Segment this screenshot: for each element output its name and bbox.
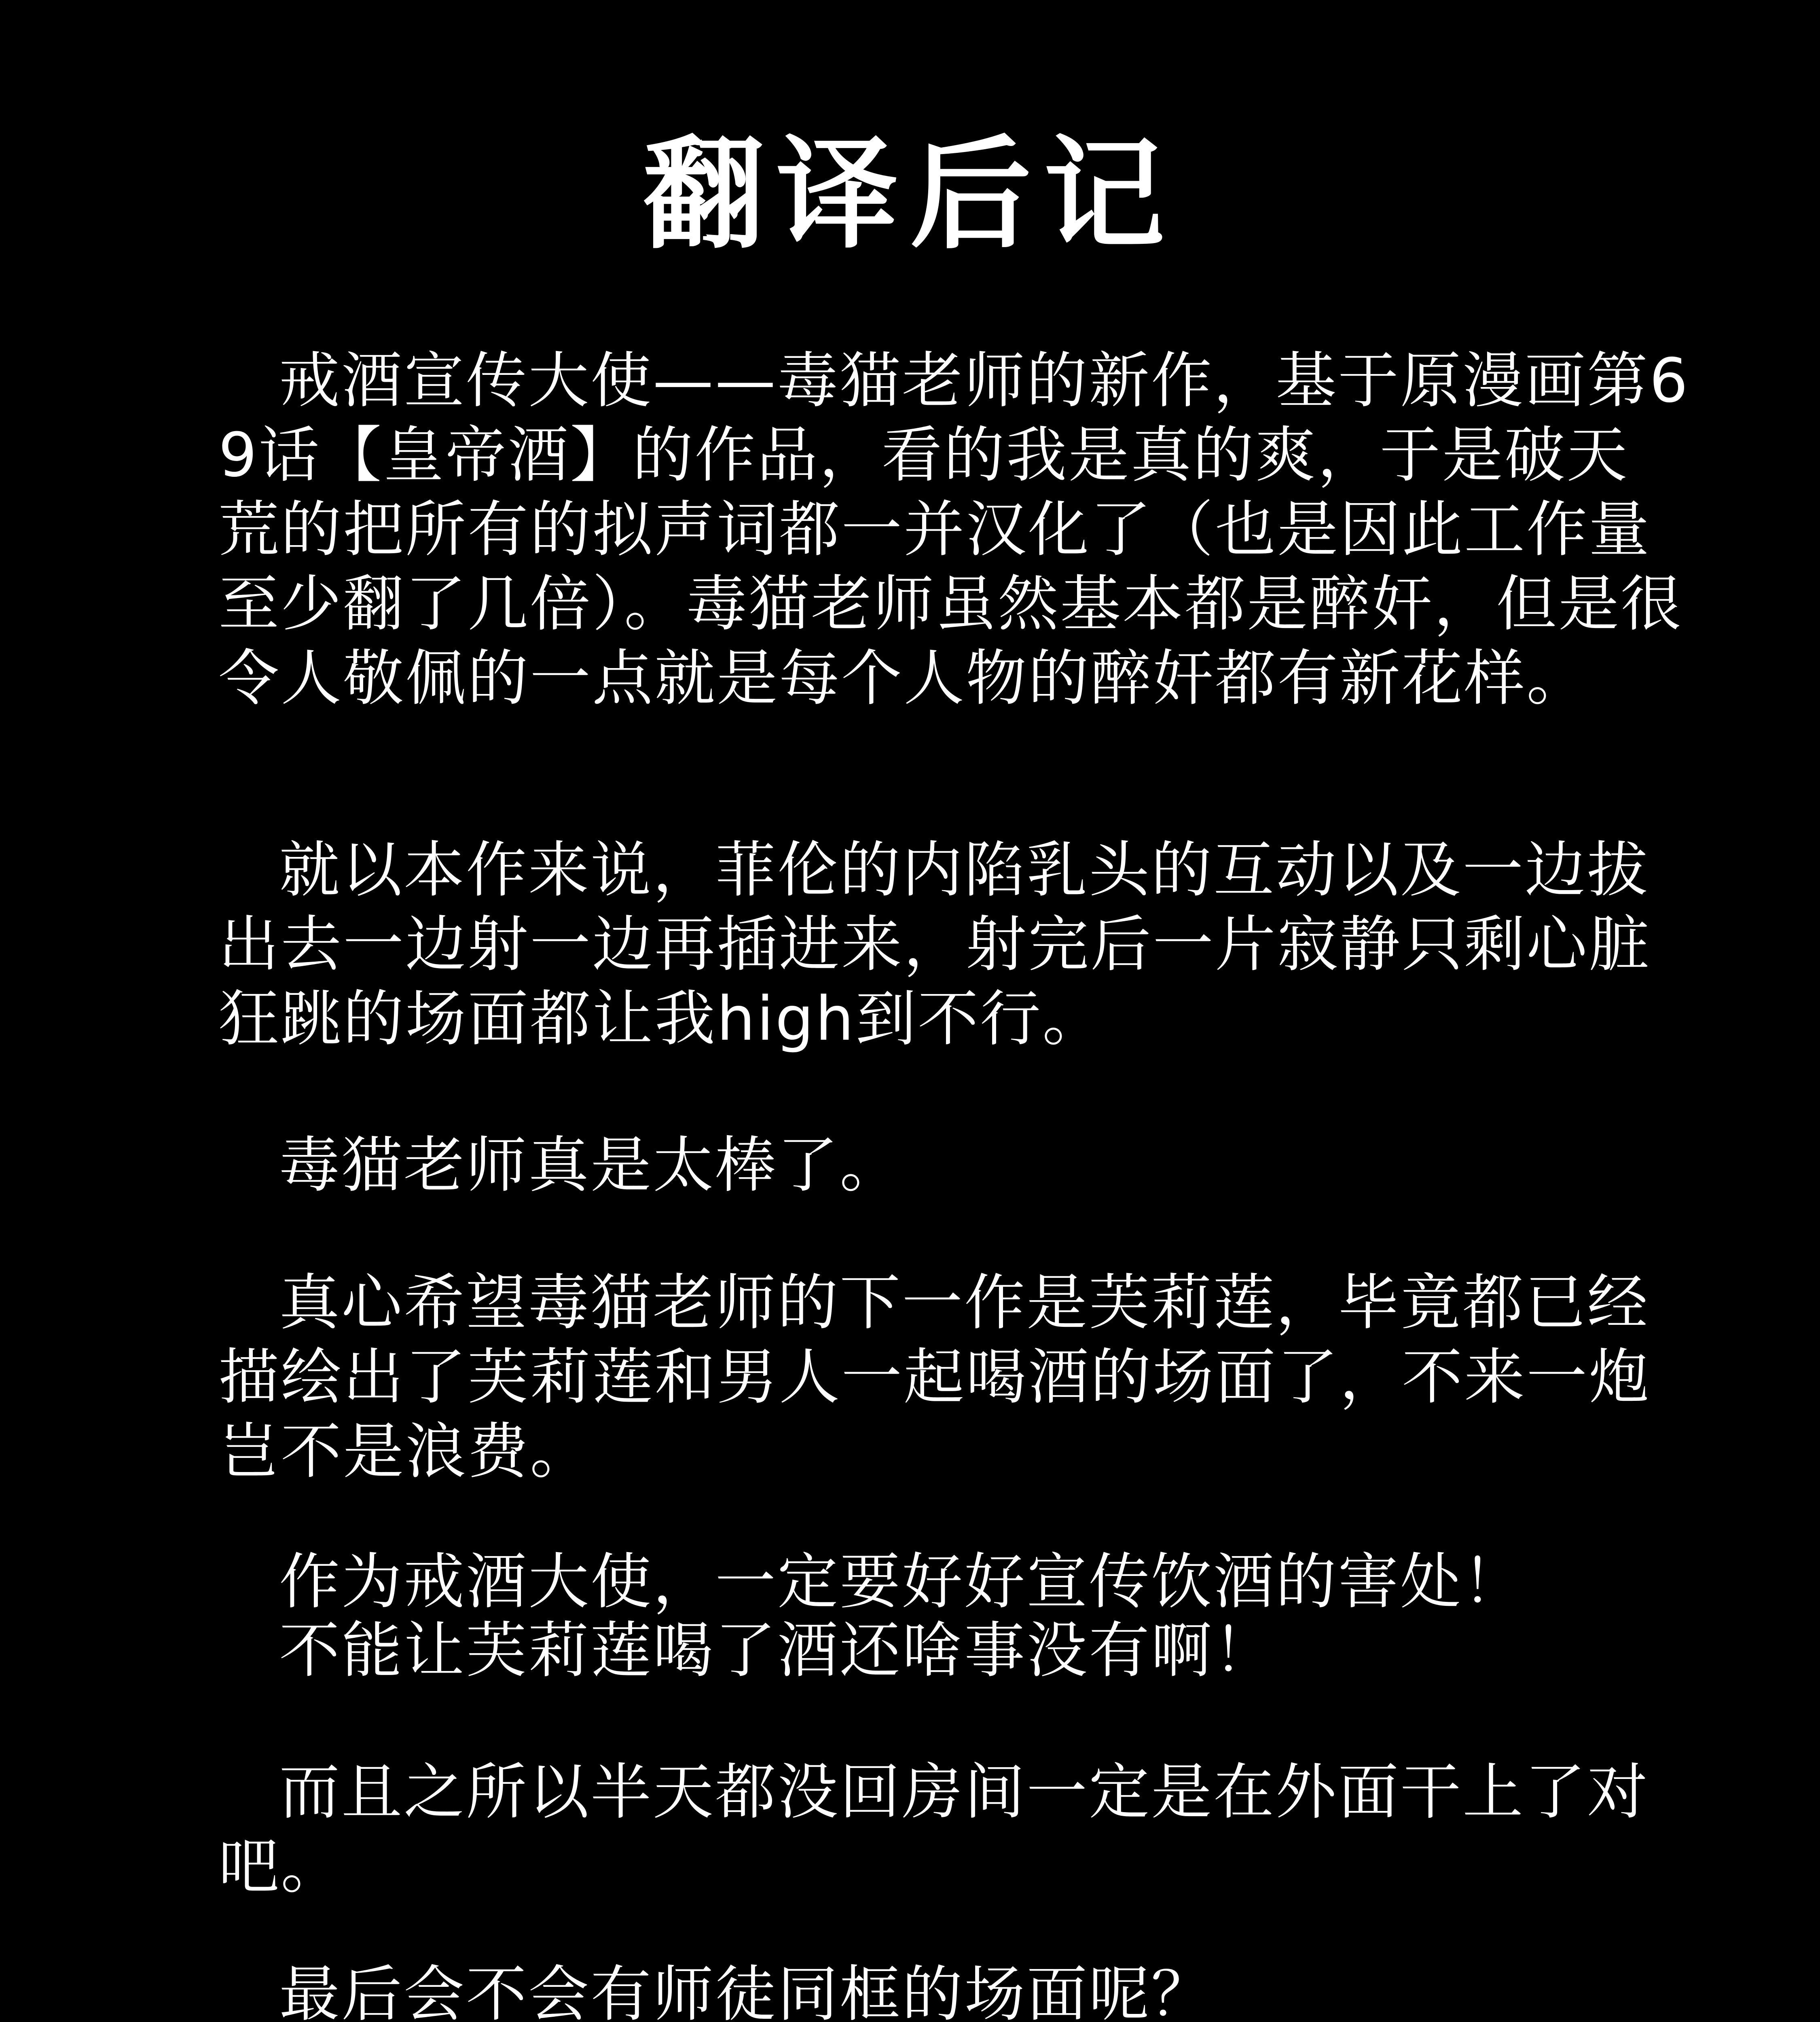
paragraph-7: 而且之所以半天都没回房间一定是在外面干上了对吧。 (218, 1757, 1650, 1902)
paragraph-5: 作为戒酒大使，一定要好好宣传饮酒的害处！ (279, 1547, 1525, 1617)
paragraph-3: 毒猫老师真是太棒了。 (279, 1130, 902, 1201)
paragraph-1: 戒酒宣传大使——毒猫老师的新作，基于原漫画第69话【皇帝酒】的作品，看的我是真的爽，于是破天荒的把所有的拟声词都一并汉化了（也是因此工作量至少翻了几倍）。毒猫老师虽然基本都是醉奸，但是很令人敬佩的一点就是每个人物的醉奸都有新花样。 (218, 346, 1690, 714)
page-title: 翻译后记 (643, 123, 1177, 265)
paragraph-6: 不能让芙莉莲喝了酒还啥事没有啊！ (279, 1616, 1276, 1686)
paragraph-8: 最后会不会有师徒同框的场面呢？ (279, 1959, 1214, 2022)
paragraph-4: 真心希望毒猫老师的下一作是芙莉莲，毕竟都已经描绘出了芙莉莲和男人一起喝酒的场面了，不来一炮岂不是浪费。 (218, 1268, 1651, 1487)
paragraph-2: 就以本作来说，菲伦的内陷乳头的互动以及一边拔出去一边射一边再插进来，射完后一片寂静只剩心脏狂跳的场面都让我high到不行。 (218, 835, 1651, 1054)
